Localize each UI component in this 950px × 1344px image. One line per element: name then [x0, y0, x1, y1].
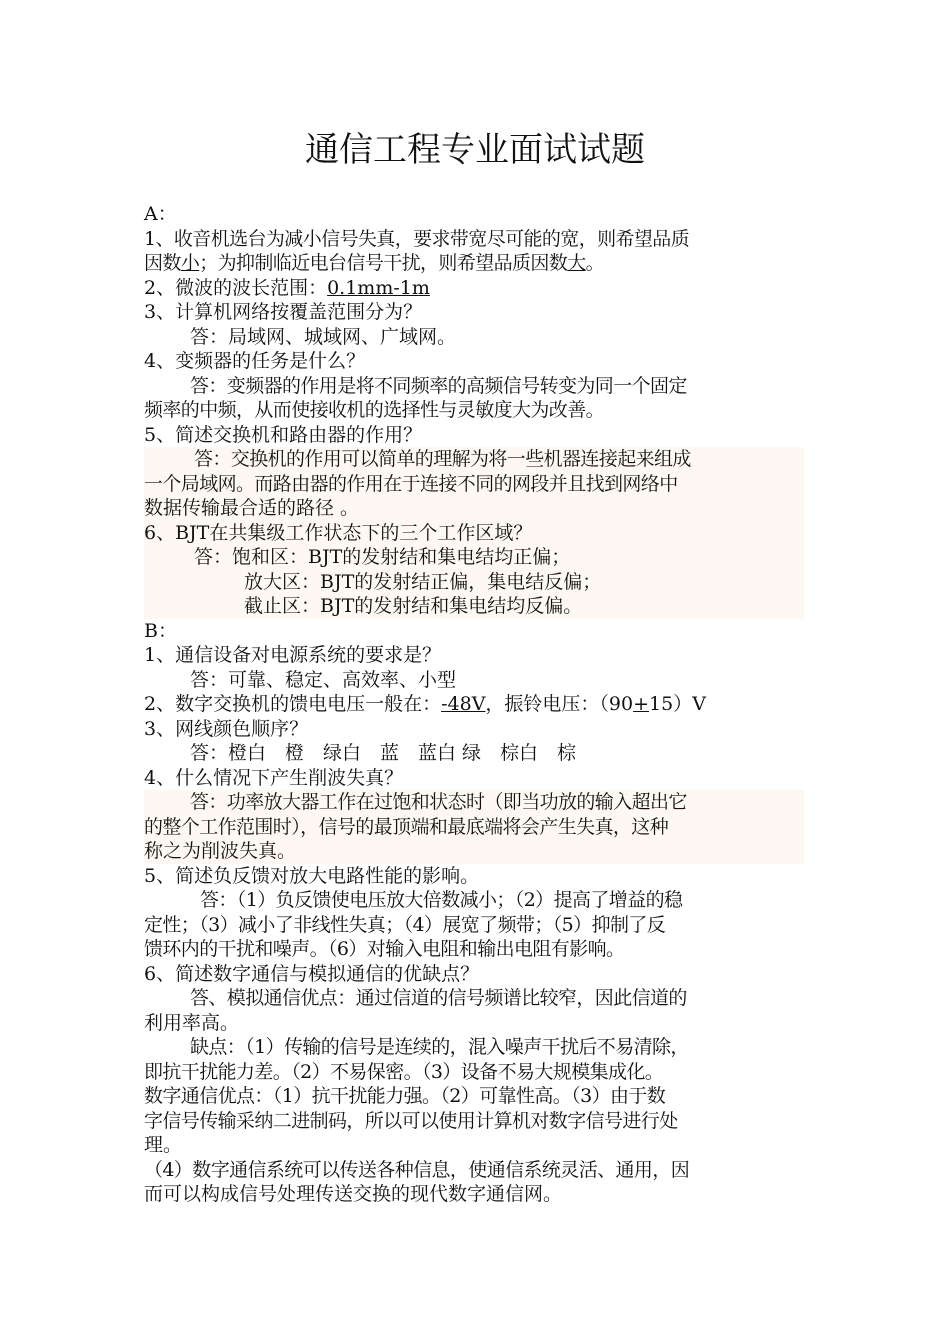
- a-q5-answer-line1: 答：交换机的作用可以简单的理解为将一些机器连接起来组成: [194, 448, 691, 470]
- b-q6-line7: 理。: [144, 1134, 183, 1156]
- b-q1-question: 1、通信设备对电源系统的要求是？: [144, 644, 442, 666]
- b-q6-line4: 即抗干扰能力差。（2）不易保密。（3）设备不易大规模集成化。: [144, 1060, 664, 1083]
- a-q2-answer: 0.1mm-1m: [327, 276, 430, 299]
- document-body: [144, 202, 804, 1207]
- a-q6-answer-line3: 截止区：BJT的发射结和集电结均反偏。: [244, 595, 583, 617]
- b-q4-answer-line3: 称之为削波失真。: [144, 840, 297, 862]
- b-q4-question: 4、什么情况下产生削波失真？: [144, 766, 404, 789]
- b-q5-answer-line2: 定性；（3）减小了非线性失真；（4）展宽了频带；（5）抑制了反: [144, 913, 666, 936]
- b-q2-feed-voltage: -48V: [441, 693, 486, 715]
- b-q2-line: 2、数字交换机的馈电电压一般在：-48V，振铃电压：（90+15）V: [144, 693, 706, 715]
- b-q6-line2: 利用率高。: [144, 1011, 240, 1034]
- a-q4-answer-line1: 答：变频器的作用是将不同频率的高频信号转变为同一个固定: [190, 374, 687, 397]
- a-q5-answer-line3: 数据传输最合适的路径 。: [144, 497, 360, 519]
- a-q1-line1: 1、收音机选台为减小信号失真，要求带宽尽可能的宽，则希望品质: [144, 227, 690, 250]
- b-q4-answer-line1: 答：功率放大器工作在过饱和状态时（即当功放的输入超出它: [190, 791, 687, 813]
- section-b-heading: B：: [144, 619, 177, 642]
- b-q6-line8: （4）数字通信系统可以传送各种信息，使通信系统灵活、通用，因: [144, 1158, 690, 1181]
- a-q5-answer-line2: 一个局域网。而路由器的作用在于连接不同的网段并且找到网络中: [144, 472, 678, 495]
- a-q1-line2: 因数小；为抑制临近电台信号干扰，则希望品质因数大。: [144, 252, 605, 274]
- b-q6-line5: 数字通信优点：（1）抗干扰能力强。（2）可靠性高。（3）由于数: [144, 1085, 666, 1107]
- a-q6-answer-line1: 答：饱和区：BJT的发射结和集电结均正偏；: [194, 546, 571, 568]
- a-q6-answer-line2: 放大区：BJT的发射结正偏，集电结反偏；: [244, 570, 602, 593]
- highlight-block-a: [144, 447, 804, 619]
- b-q5-question: 5、简述负反馈对放大电路性能的影响。: [144, 864, 480, 887]
- a-q1-answer-large: 大: [567, 252, 586, 274]
- highlight-block-b: [144, 790, 804, 864]
- b-q6-line1: 答、模拟通信优点：通过信道的信号频谱比较窄，因此信道的: [190, 987, 687, 1009]
- b-q6-question: 6、简述数字通信与模拟通信的优缺点？: [144, 962, 480, 985]
- b-q6-line6: 字信号传输采纳二进制码，所以可以使用计算机对数字信号进行处: [144, 1109, 678, 1132]
- b-q5-answer-line1: 答：（1）负反馈使电压放大倍数减小；（2）提高了增益的稳: [200, 889, 683, 911]
- a-q2-line: 2、微波的波长范围：0.1mm-1m: [144, 276, 430, 299]
- b-q6-line9: 而可以构成信号处理传送交换的现代数字通信网。: [144, 1183, 563, 1205]
- page-title: 通信工程专业面试试题: [305, 130, 645, 170]
- section-a-heading: A：: [144, 203, 177, 225]
- b-q6-line3: 缺点：（1）传输的信号是连续的，混入噪声干扰后不易清除，: [190, 1036, 689, 1058]
- b-q4-answer-line2: 的整个工作范围时），信号的最顶端和最底端将会产生失真，这种: [144, 815, 669, 838]
- a-q5-question: 5、简述交换机和路由器的作用？: [144, 423, 423, 446]
- a-q4-answer-line2: 频率的中频，从而使接收机的选择性与灵敏度大为改善。: [144, 399, 605, 421]
- a-q4-question: 4、变频器的任务是什么？: [144, 350, 366, 372]
- b-q1-answer: 答：可靠、稳定、高效率、小型: [190, 668, 457, 691]
- b-q3-question: 3、网线颜色顺序？: [144, 717, 309, 740]
- a-q6-question: 6、BJT在共集级工作状态下的三个工作区域？: [144, 521, 533, 544]
- a-q1-answer-small: 小: [180, 252, 200, 274]
- a-q3-answer: 答：局域网、城域网、广域网。: [190, 325, 457, 348]
- b-q2-plus: +: [633, 693, 650, 715]
- b-q5-answer-line3: 馈环内的干扰和噪声。（6）对输入电阻和输出电阻有影响。: [144, 938, 625, 960]
- a-q3-question: 3、计算机网络按覆盖范围分为？: [144, 301, 423, 323]
- b-q3-answer: 答：橙白 橙 绿白 蓝 蓝白 绿 棕白 棕: [190, 742, 577, 764]
